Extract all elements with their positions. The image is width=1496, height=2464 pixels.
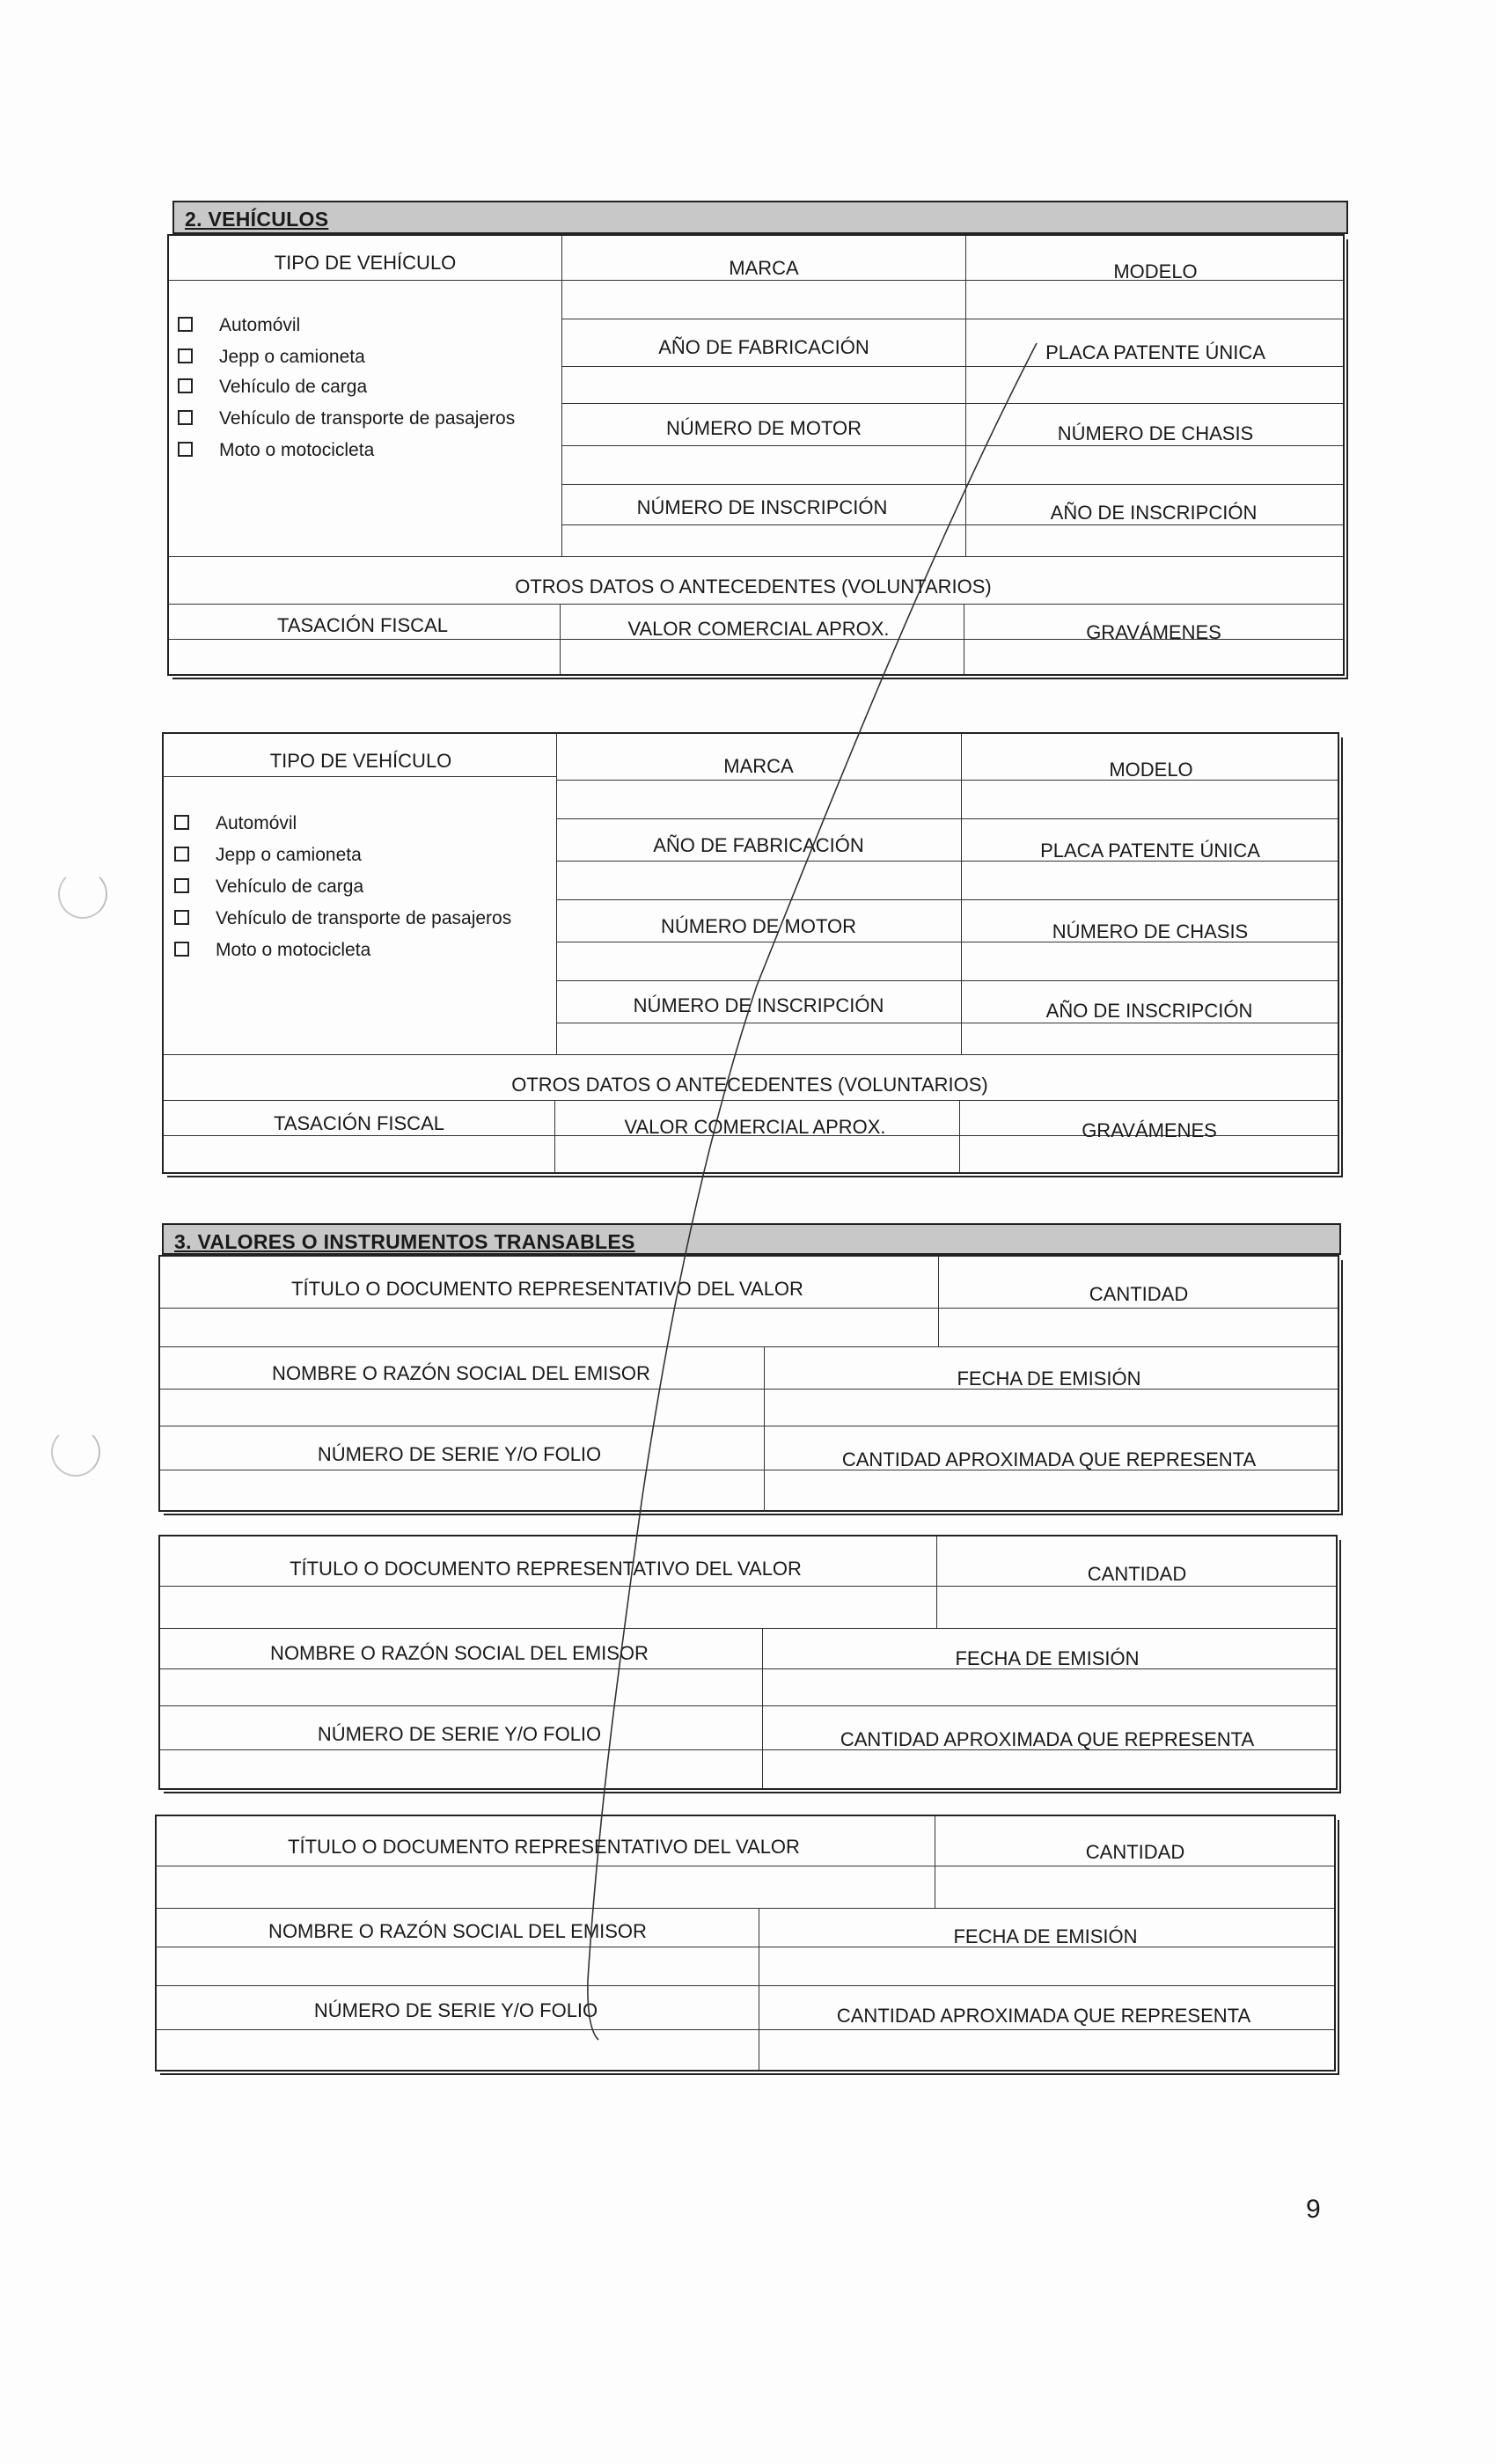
option-label: Moto o motocicleta: [219, 440, 375, 460]
option-label: Automóvil: [216, 813, 297, 833]
label-valor-comercial: VALOR COMERCIAL APROX.: [624, 1116, 886, 1138]
label-numero-serie: NÚMERO DE SERIE Y/O FOLIO: [317, 1723, 602, 1745]
label-numero-inscripcion: NÚMERO DE INSCRIPCIÓN: [636, 496, 888, 518]
label-otros-datos: OTROS DATOS O ANTECEDENTES (VOLUNTARIOS): [515, 576, 992, 598]
option-label: Vehículo de transporte de pasajeros: [219, 408, 516, 429]
label-fecha-emision: FECHA DE EMISIÓN: [955, 1647, 1140, 1669]
label-numero-chasis: NÚMERO DE CHASIS: [1052, 920, 1249, 942]
label-cantidad-aproximada: CANTIDAD APROXIMADA QUE REPRESENTA: [836, 2005, 1251, 2027]
label-marca: MARCA: [723, 755, 794, 777]
option-label: Vehículo de carga: [216, 876, 364, 897]
label-placa-patente: PLACA PATENTE ÚNICA: [1040, 840, 1260, 862]
label-valor-comercial: VALOR COMERCIAL APROX.: [627, 618, 890, 640]
label-anio-inscripcion: AÑO DE INSCRIPCIÓN: [1050, 502, 1258, 524]
label-tipo-vehiculo: TIPO DE VEHÍCULO: [269, 750, 452, 772]
label-anio-fabricacion: AÑO DE FABRICACIÓN: [658, 336, 869, 358]
page-number: 9: [1306, 2195, 1321, 2224]
label-gravamenes: GRAVÁMENES: [1086, 621, 1221, 643]
option-label: Jepp o camioneta: [216, 845, 362, 865]
label-modelo: MODELO: [1109, 759, 1193, 781]
option-label: Jepp o camioneta: [219, 347, 365, 367]
label-modelo: MODELO: [1113, 260, 1198, 282]
label-marca: MARCA: [729, 257, 799, 279]
label-titulo-documento: TÍTULO O DOCUMENTO REPRESENTATIVO DEL VALOR: [290, 1558, 802, 1580]
label-otros-datos: OTROS DATOS O ANTECEDENTES (VOLUNTARIOS): [511, 1074, 988, 1096]
label-numero-motor: NÚMERO DE MOTOR: [665, 417, 862, 439]
option-label: Moto o motocicleta: [216, 940, 371, 960]
label-cantidad-aproximada: CANTIDAD APROXIMADA QUE REPRESENTA: [841, 1448, 1257, 1470]
label-numero-serie: NÚMERO DE SERIE Y/O FOLIO: [317, 1443, 602, 1465]
label-placa-patente: PLACA PATENTE ÚNICA: [1045, 341, 1265, 363]
label-nombre-emisor: NOMBRE O RAZÓN SOCIAL DEL EMISOR: [268, 1920, 647, 1942]
label-titulo-documento: TÍTULO O DOCUMENTO REPRESENTATIVO DEL VALOR: [291, 1278, 803, 1300]
option-label: Vehículo de transporte de pasajeros: [216, 908, 512, 928]
label-fecha-emision: FECHA DE EMISIÓN: [953, 1925, 1138, 1947]
label-gravamenes: GRAVÁMENES: [1082, 1119, 1217, 1141]
label-tipo-vehiculo: TIPO DE VEHÍCULO: [274, 252, 457, 274]
label-numero-serie: NÚMERO DE SERIE Y/O FOLIO: [313, 1999, 598, 2021]
option-label: Automóvil: [219, 315, 301, 335]
label-cantidad-aproximada: CANTIDAD APROXIMADA QUE REPRESENTA: [840, 1728, 1255, 1750]
label-cantidad: CANTIDAD: [1087, 1563, 1187, 1585]
section-vehiculos-header: 2. VEHÍCULOS: [172, 201, 1348, 234]
label-numero-inscripcion: NÚMERO DE INSCRIPCIÓN: [633, 994, 884, 1016]
option-label: Vehículo de carga: [219, 377, 368, 397]
label-nombre-emisor: NOMBRE O RAZÓN SOCIAL DEL EMISOR: [272, 1362, 650, 1384]
label-fecha-emision: FECHA DE EMISIÓN: [957, 1368, 1141, 1390]
label-cantidad: CANTIDAD: [1089, 1283, 1189, 1305]
label-anio-fabricacion: AÑO DE FABRICACIÓN: [653, 834, 864, 856]
label-nombre-emisor: NOMBRE O RAZÓN SOCIAL DEL EMISOR: [270, 1642, 649, 1664]
label-tasacion-fiscal: TASACIÓN FISCAL: [277, 614, 448, 636]
label-cantidad: CANTIDAD: [1085, 1841, 1185, 1863]
label-numero-chasis: NÚMERO DE CHASIS: [1057, 422, 1254, 444]
label-tasacion-fiscal: TASACIÓN FISCAL: [274, 1112, 444, 1134]
label-titulo-documento: TÍTULO O DOCUMENTO REPRESENTATIVO DEL VALOR: [288, 1836, 800, 1858]
label-numero-motor: NÚMERO DE MOTOR: [660, 915, 857, 937]
section-valores-header: 3. VALORES O INSTRUMENTOS TRANSABLES: [162, 1223, 1341, 1255]
label-anio-inscripcion: AÑO DE INSCRIPCIÓN: [1045, 1000, 1253, 1022]
